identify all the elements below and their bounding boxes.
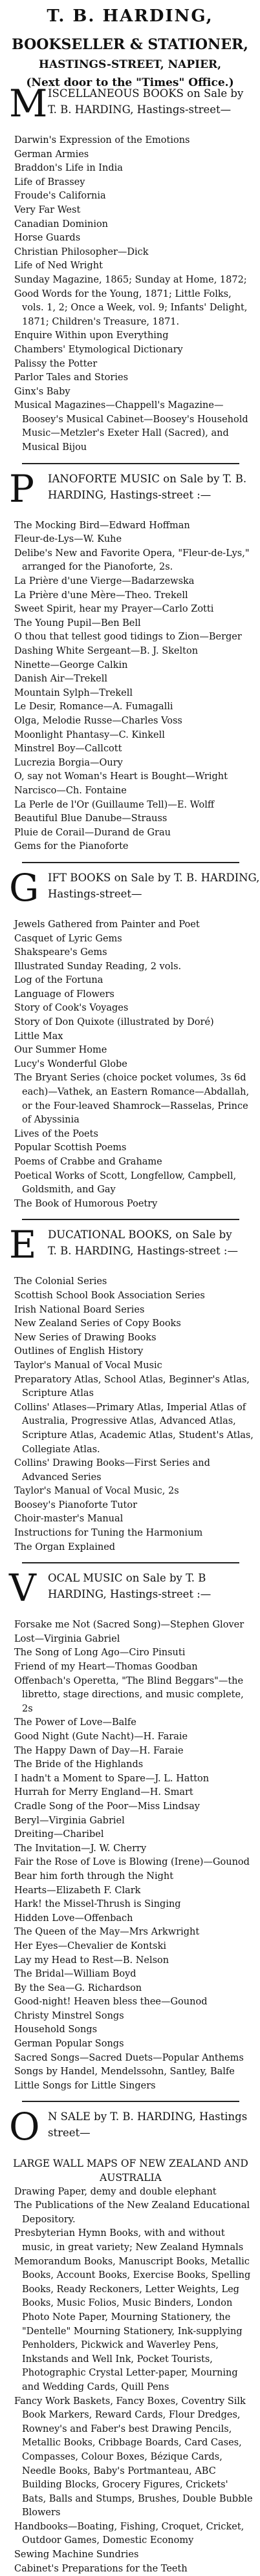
listing-item: Froude's California	[14, 191, 106, 202]
listing-item: Ninette—George Calkin	[14, 660, 128, 671]
intro-line: DUCATIONAL BOOKS, on Sale by	[48, 1229, 232, 1241]
listing-item: Story of Cook's Voyages	[14, 1003, 129, 1014]
intro-line: OCAL MUSIC on Sale by T. B	[48, 1572, 206, 1585]
location-note: (Next door to the "Times" Office.)	[26, 76, 234, 89]
header	[0, 0, 260, 89]
listing-item: Story of Don Quixote (illustrated by Doré)	[14, 1017, 214, 1028]
listing-item: La Perle de l'Or (Guillaume Tell)—E. Wolff	[14, 799, 215, 810]
listing-item: New Zealand Series of Copy Books	[14, 1318, 181, 1329]
listing-item: Life of Brassey	[14, 177, 85, 188]
listing-item: Life of Ned Wright	[14, 261, 103, 272]
advertisement-sale	[0, 2101, 260, 2576]
listing-item: Household Songs	[14, 2024, 98, 2035]
listing-item: Lay my Head to Rest—B. Nelson	[14, 1955, 169, 1966]
listing-item: Taylor's Manual of Vocal Music	[14, 1360, 162, 1371]
listing-item: Collins' Atlases—Primary Atlas, Imperial Atlas of Australia, Progressive Atlas, Advanced Atlas, Scripture Atlas, Academic Atlas, Student's Atlas, Collegiate Atlas.	[14, 1402, 254, 1455]
listing-item: Instructions for Tuning the Harmonium	[14, 1528, 203, 1539]
listing-item: Scottish School Book Association Series	[14, 1290, 205, 1301]
listing-item: By the Sea—G. Richardson	[14, 1982, 142, 1993]
section-divider	[22, 1219, 239, 1220]
listing-item: The Queen of the May—Mrs Arkwright	[14, 1927, 200, 1938]
listing-item: Boosey's Pianoforte Tutor	[14, 1499, 138, 1510]
listing-item: Horse Guards	[14, 233, 81, 244]
section-divider	[22, 1562, 239, 1563]
listing-item: The Bride of the Highlands	[14, 1759, 144, 1770]
listing-item: Musical Magazines—Chappell's Magazine—Boosey's Musical Cabinet—Boosey's Household Music—Metzler's Exeter Hall (Sacred), and Musical Bijou	[14, 400, 248, 453]
listing-item: La Prière d'une Mère—Theo. Trekell	[14, 590, 188, 601]
listing-item: Lives of the Poets	[14, 1128, 98, 1139]
intro-line: T. B. HARDING, Hastings-street :—	[48, 1245, 238, 1258]
listing-item: Collins' Drawing Books—First Series and Advanced Series	[14, 1458, 210, 1483]
listing-item: Her Eyes—Chevalier de Kontski	[14, 1940, 166, 1951]
listing-item: Very Far West	[14, 204, 81, 215]
listing-item: Beryl—Virginia Gabriel	[14, 1815, 125, 1826]
listing-item: Sacred Songs—Sacred Duets—Popular Anthems	[14, 2052, 244, 2063]
listing-item: Cabinet's Preparations for the Teeth	[14, 2563, 188, 2574]
listing-item: Enquire Within upon Everything	[14, 330, 169, 341]
listing-item: Hidden Love—Offenbach	[14, 1913, 133, 1924]
listing-item: Ginx's Baby	[14, 386, 70, 397]
listing-item: Offenbach's Operetta, "The Blind Beggars"—the libretto, stage directions, and music complete, 2s	[14, 1675, 244, 1714]
listing-item: Gems for the Pianoforte	[14, 841, 129, 852]
drop-cap-letter: O	[9, 2105, 40, 2149]
listing-item: Dashing White Sergeant—B. J. Skelton	[14, 646, 199, 656]
listing-item: Forsake me Not (Sacred Song)—Stephen Glover	[14, 1620, 244, 1631]
listing-item: Mountain Sylph—Trekell	[14, 687, 133, 698]
listing-item: Pluie de Corail—Durand de Grau	[14, 827, 171, 838]
listing-item: Fleur-de-Lys—W. Kuhe	[14, 534, 122, 545]
listing-item: Canadian Dominion	[14, 219, 109, 230]
listing-item: Sewing Machine Sundries	[14, 2549, 139, 2560]
listing-item: Narcisco—Ch. Fontaine	[14, 785, 127, 796]
listing-item: The Happy Dawn of Day—H. Faraie	[14, 1745, 184, 1756]
listing-item: Friend of my Heart—Thomas Goodban	[14, 1662, 198, 1673]
listing-item: O thou that tellest good tidings to Zion—Berger	[14, 632, 242, 643]
listing-item: German Popular Songs	[14, 2039, 124, 2050]
drop-cap-letter: E	[9, 1223, 37, 1267]
listing-item: Log of the Fortuna	[14, 975, 103, 986]
listing-item: Lucy's Wonderful Globe	[14, 1058, 127, 1069]
listing-item: Danish Air—Trekell	[14, 674, 108, 685]
listing-item: The Young Pupil—Ben Bell	[14, 617, 141, 628]
listing-item: The Book of Humorous Poetry	[14, 1198, 158, 1209]
listing-item: Le Desir, Romance—A. Fumagalli	[14, 702, 173, 713]
listing-item: Memorandum Books, Manuscript Books, Metallic Books, Account Books, Exercise Books, Spelling Books, Ready Reckoners, Letter Weights, Leg Books, Music Folios, Music Binders, London Photo Note Paper, Mourning Stationery, the "Dentelle" Mourning Stationery, Ink-supplying Penholders, Pickwick and Waverley Pens, Inkstands and Well Ink, Pocket Tourists, Photographic Crystal Letter-paper, Mourning and Wedding Cards, Quill Pens	[14, 2256, 251, 2392]
listing-item: Casquet of Lyric Gems	[14, 933, 122, 944]
listing-item: Fair the Rose of Love is Blowing (Irene)—Gounod	[14, 1857, 250, 1868]
listing-item: Language of Flowers	[14, 989, 114, 1000]
listing-item: The Bryant Series (choice pocket volumes, 3s 6d each)—Vathek, an Eastern Romance—Abdallah, or the Four-leaved Shamrock—Rasselas, Prince of Abyssinia	[14, 1073, 250, 1126]
listing-item: Olga, Melodie Russe—Charles Voss	[14, 715, 182, 726]
listing-item: Preparatory Atlas, School Atlas, Beginner's Atlas, Scripture Atlas	[14, 1374, 250, 1399]
listing-item: German Armies	[14, 149, 89, 160]
listing-item: Parlor Tales and Stories	[14, 372, 129, 383]
listing-item: Shakspeare's Gems	[14, 947, 107, 958]
intro-line: HARDING, Hastings-street :—	[48, 488, 211, 501]
listing-item: Minstrel Boy—Callcott	[14, 744, 122, 755]
listing-item: Songs by Handel, Mendelssohn, Santley, Balfe	[14, 2066, 235, 2077]
listing-item: Hark! the Missel-Thrush is Singing	[14, 1899, 181, 1910]
advertisement-intro	[8, 865, 260, 918]
listing-item: Poems of Crabbe and Grahame	[14, 1157, 162, 1167]
listing-item: Lost—Virginia Gabriel	[14, 1633, 120, 1644]
listing-item: The Bridal—William Boyd	[14, 1969, 136, 1980]
listing-item: Outlines of English History	[14, 1346, 144, 1357]
intro-line: street—	[48, 2127, 91, 2140]
business-description: BOOKSELLER & STATIONER,	[12, 36, 248, 53]
listing-item: Choir-master's Manual	[14, 1514, 124, 1525]
advertisement-intro	[8, 2105, 254, 2157]
listing-item: The Publications of the New Zealand Educational Depository.	[14, 2200, 250, 2225]
listing-item: Christian Philosopher—Dick	[14, 246, 149, 257]
listing-item: Little Songs for Little Singers	[14, 2080, 156, 2091]
section-divider	[22, 2101, 239, 2102]
advertisement-intro	[8, 1223, 254, 1275]
drop-cap-letter: V	[9, 1566, 36, 1611]
listing-item: O, say not Woman's Heart is Bought—Wright	[14, 771, 228, 782]
listing-item: Fancy Work Baskets, Fancy Boxes, Coventry Silk Book Markers, Reward Cards, Flour Dredges, Rowney's and Faber's best Drawing Pencils, Metallic Books, Cribbage Boards, Card Cases, Compasses, Colour Boxes, Bézique Cards, Needle Books, Baby's Portmanteau, ABC Building Blocks, Grocery Figures, Crickets' Bats, Balls and Stumps, Brushes, Double Bubble Blowers	[14, 2396, 253, 2518]
listing-item: Popular Scottish Poems	[14, 1143, 127, 1154]
intro-line: N SALE by T. B. HARDING, Hastings	[48, 2110, 248, 2123]
drop-cap-letter: P	[9, 466, 35, 511]
listing-item: Our Summer Home	[14, 1045, 107, 1056]
listing-item: Dreiting—Charibel	[14, 1829, 104, 1840]
listing-item: Bear him forth through the Night	[14, 1871, 174, 1882]
listing-item: Darwin's Expression of the Emotions	[14, 135, 190, 145]
listing-item: Christy Minstrel Songs	[14, 2010, 124, 2021]
listing-item: Chambers' Etymological Dictionary	[14, 344, 183, 355]
listing-item: La Prière d'une Vierge—Badarzewska	[14, 576, 195, 587]
listing-item: Taylor's Manual of Vocal Music, 2s	[14, 1486, 179, 1497]
advertisement-intro	[8, 466, 254, 519]
listing-item: Illustrated Sunday Reading, 2 vols.	[14, 961, 182, 972]
listing-item: Hurrah for Merry England—H. Smart	[14, 1787, 193, 1798]
listing-item: Delibe's New and Favorite Opera, "Fleur-de-Lys," arranged for the Pianoforte, 2s.	[14, 548, 250, 573]
listing-item: Irish National Board Series	[14, 1304, 145, 1315]
business-address: HASTINGS-STREET, NAPIER,	[38, 58, 222, 71]
listing-item: Presbyterian Hymn Books, with and without music, in great variety; New Zealand Hymnals	[14, 2228, 244, 2253]
listing-item: Good-night! Heaven bless thee—Gounod	[14, 1997, 208, 2008]
listing-item: LARGE WALL MAPS OF NEW ZEALAND AND AUSTRALIA	[13, 2158, 248, 2184]
advertisement-edu	[0, 1219, 260, 1554]
listing-item: Palissy the Potter	[14, 358, 98, 369]
intro-line: Hastings-street—	[48, 887, 142, 900]
listing-item: Jewels Gathered from Painter and Poet	[14, 919, 200, 930]
advertisement-intro	[8, 1566, 254, 1618]
listing-item: Drawing Paper, demy and double elephant	[14, 2186, 217, 2197]
listing-item: Braddon's Life in India	[14, 163, 123, 174]
drop-cap-letter: M	[9, 81, 48, 125]
drop-cap-letter: G	[9, 865, 39, 910]
listing-item: Moonlight Phantasy—C. Kinkell	[14, 729, 165, 740]
listing-item: Handbooks—Boating, Fishing, Croquet, Cricket, Outdoor Games, Domestic Economy	[14, 2521, 244, 2546]
listing-item: I hadn't a Moment to Spare—J. L. Hatton	[14, 1773, 210, 1784]
intro-line: IANOFORTE MUSIC on Sale by T. B.	[48, 472, 247, 485]
listing-item: New Series of Drawing Books	[14, 1332, 157, 1343]
intro-line: ISCELLANEOUS BOOKS on Sale by	[48, 87, 244, 100]
listing-item: Beautiful Blue Danube—Strauss	[14, 813, 168, 824]
listing-item: The Invitation—J. W. Cherry	[14, 1843, 147, 1854]
listing-item: Sweet Spirit, hear my Prayer—Carlo Zotti	[14, 604, 214, 615]
section-divider	[22, 862, 239, 863]
listing-item: The Organ Explained	[14, 1541, 116, 1552]
listing-item: Hearts—Elizabeth F. Clark	[14, 1885, 141, 1896]
listing-item: The Power of Love—Balfe	[14, 1717, 136, 1728]
intro-line: IFT BOOKS on Sale by T. B. HARDING,	[48, 871, 260, 884]
advertisement-gift	[0, 862, 260, 1211]
listing-item: The Song of Long Ago—Ciro Pinsuti	[14, 1648, 186, 1658]
listing-item: Lucrezia Borgia—Oury	[14, 757, 123, 768]
listing-item: Cradle Song of the Poor—Miss Lindsay	[14, 1801, 200, 1812]
listing-item: Good Words for the Young, 1871; Little Folks, vols. 1, 2; Once a Week, vol. 9; Infants' Delight, 1871; Children's Treasure, 1871.	[14, 288, 248, 327]
intro-line: HARDING, Hastings-street :—	[48, 1588, 211, 1601]
listing-item: Good Night (Gute Nacht)—H. Faraie	[14, 1732, 188, 1742]
listing-item: The Mocking Bird—Edward Hoffman	[14, 520, 190, 531]
intro-line: T. B. HARDING, Hastings-street—	[48, 103, 232, 116]
listing-item: Poetical Works of Scott, Longfellow, Campbell, Goldsmith, and Gay	[14, 1170, 237, 1196]
business-name: T. B. HARDING,	[47, 6, 213, 26]
listing-item: Sunday Magazine, 1865; Sunday at Home, 1872;	[14, 274, 247, 285]
section-divider	[22, 463, 239, 464]
listing-item: The Colonial Series	[14, 1276, 107, 1287]
advertisement-vocal	[0, 1562, 260, 2093]
advertisement-piano	[0, 463, 260, 854]
listing-item: Little Max	[14, 1031, 63, 1042]
